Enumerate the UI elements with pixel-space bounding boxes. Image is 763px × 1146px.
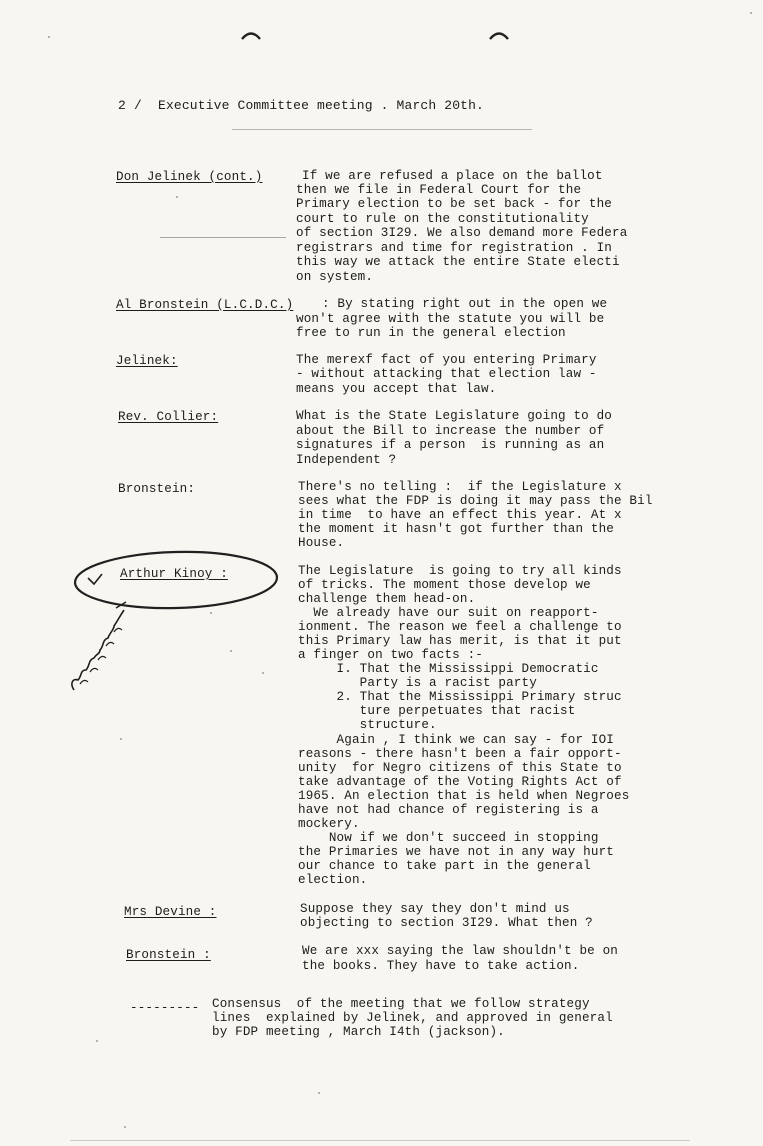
remark-line: our chance to take part in the general <box>298 859 591 873</box>
remark-line: 2. That the Mississippi Primary struc <box>298 690 622 704</box>
remark-line: sees what the FDP is doing it may pass the Bil <box>298 494 653 508</box>
remark-line: of section 3I29. We also demand more Federa <box>296 226 628 240</box>
handwritten-margin-note <box>60 600 136 696</box>
remark-line: mockery. <box>298 817 360 831</box>
scan-speckle <box>750 12 752 14</box>
page-number: 2 <box>118 98 126 113</box>
speaker-name: Mrs Devine : <box>124 905 217 919</box>
consensus-line: lines explained by Jelinek, and approved in general <box>212 1011 613 1025</box>
speaker-name: Rev. Collier: <box>118 410 219 424</box>
remark-line: The merexf fact of you entering Primary <box>296 353 597 367</box>
remark-line: this way we attack the entire State electi <box>296 255 620 269</box>
remark-line: in time to have an effect this year. At x <box>298 508 622 522</box>
punch-hole-mark <box>488 30 510 40</box>
remark-line: structure. <box>298 718 437 732</box>
remark-line: court to rule on the constitutionality <box>296 212 589 226</box>
scan-speckle <box>48 36 50 38</box>
scan-speckle <box>96 1040 98 1042</box>
speaker-name: Al Bronstein (L.C.D.C.) <box>116 298 294 312</box>
scan-speckle <box>210 612 212 614</box>
remark-line: We are xxx saying the law shouldn't be on <box>302 944 619 958</box>
speaker-name: Arthur Kinoy : <box>120 567 228 581</box>
remark-line: challenge them head-on. <box>298 592 476 606</box>
remark-line: have not had chance of registering is a <box>298 803 599 817</box>
remark-line: What is the State Legislature going to do <box>296 409 613 423</box>
remark-line: ture perpetuates that racist <box>298 704 576 718</box>
header-rule <box>232 129 532 130</box>
remark-line: Again , I think we can say - for IOI <box>298 733 615 747</box>
speaker-name: Bronstein : <box>126 948 211 962</box>
remark-line: unity for Negro citizens of this State to <box>298 761 622 775</box>
punch-hole-mark <box>240 30 262 40</box>
remark-line: We already have our suit on reapport- <box>298 606 599 620</box>
remark-line: Independent ? <box>296 453 397 467</box>
remark-line: The Legislature is going to try all kinds <box>298 564 622 578</box>
remark-line: won't agree with the statute you will be <box>296 312 605 326</box>
scan-speckle <box>120 738 122 740</box>
remark-line: election. <box>298 873 368 887</box>
remark-line: about the Bill to increase the number of <box>296 424 605 438</box>
remark-line: Suppose they say they don't mind us <box>300 902 570 916</box>
scan-speckle <box>124 1126 126 1128</box>
page-bottom-edge <box>70 1140 690 1141</box>
remark-line: : By stating right out in the open we <box>322 297 608 311</box>
remark-line: registrars and time for registration . In <box>296 241 613 255</box>
scan-speckle <box>318 1092 320 1094</box>
remark-line: House. <box>298 536 345 550</box>
remark-line: Party is a racist party <box>298 676 537 690</box>
remark-line: the Primaries we have not in any way hurt <box>298 845 615 859</box>
consensus-line: by FDP meeting , March I4th (jackson). <box>212 1025 505 1039</box>
remark-line: If we are refused a place on the ballot <box>302 169 603 183</box>
remark-line: then we file in Federal Court for the <box>296 183 582 197</box>
remark-line: 1965. An election that is held when Negroes <box>298 789 630 803</box>
remark-line: signatures if a person is running as an <box>296 438 605 452</box>
header-separator: / <box>134 98 142 113</box>
remark-line: the books. They have to take action. <box>302 959 580 973</box>
scan-speckle <box>230 650 232 652</box>
remark-line: - without attacking that election law - <box>296 367 597 381</box>
remark-line: I. That the Mississippi Democratic <box>298 662 599 676</box>
remark-line: of tricks. The moment those develop we <box>298 578 591 592</box>
remark-line: objecting to section 3I29. What then ? <box>300 916 593 930</box>
remark-line: a finger on two facts :- <box>298 648 483 662</box>
remark-line: Primary election to be set back - for the <box>296 197 613 211</box>
consensus-dashes: --------- <box>130 1001 200 1015</box>
remark-line: free to run in the general election <box>296 326 566 340</box>
remark-line: There's no telling : if the Legislature x <box>298 480 622 494</box>
scan-speckle <box>176 196 178 198</box>
remark-line: ionment. The reason we feel a challenge to <box>298 620 622 634</box>
speaker-name: Don Jelinek (cont.) <box>116 170 263 184</box>
speaker-name: Jelinek: <box>116 354 178 368</box>
remark-line: the moment it hasn't got further than the <box>298 522 615 536</box>
remark-line: reasons - there hasn't been a fair opport- <box>298 747 622 761</box>
remark-line: on system. <box>296 270 374 284</box>
speaker-name: Bronstein: <box>118 482 196 496</box>
remark-line: take advantage of the Voting Rights Act of <box>298 775 622 789</box>
stray-dashes <box>160 237 286 238</box>
remark-line: this Primary law has merit, is that it put <box>298 634 622 648</box>
consensus-line: Consensus of the meeting that we follow strategy <box>212 997 590 1011</box>
remark-line: Now if we don't succeed in stopping <box>298 831 599 845</box>
scan-speckle <box>262 672 264 674</box>
page-title: Executive Committee meeting . March 20th. <box>158 98 485 113</box>
remark-line: means you accept that law. <box>296 382 497 396</box>
